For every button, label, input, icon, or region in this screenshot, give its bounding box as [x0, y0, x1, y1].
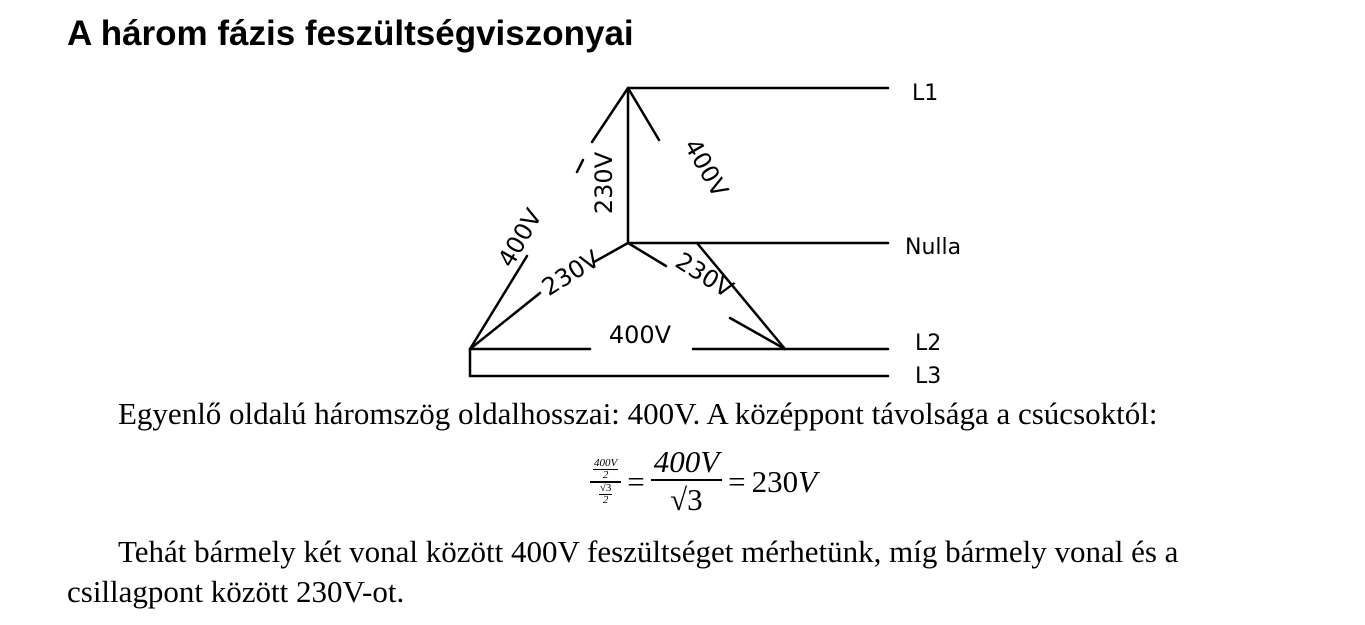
triangle-right-b	[697, 243, 785, 349]
voltage-center-left: 230V	[536, 244, 605, 302]
formula-compound-fraction	[590, 458, 621, 507]
voltage-center-top: 230V	[590, 151, 618, 215]
voltage-bottom-side: 400V	[608, 321, 672, 349]
formula-main-fraction: $\frac{400V}{√3}$	[651, 445, 722, 519]
voltage-right-side: 400V	[678, 134, 734, 202]
label-l1: L1	[912, 81, 939, 106]
formula-equals-1: =	[627, 464, 645, 499]
voltage-center-right: 230V	[670, 246, 739, 304]
paragraph-distance: Egyenlő oldalú háromszög oldalhosszai: 400V. A középpont távolsága a csúcsoktól:	[118, 396, 1158, 431]
triangle-left-c	[470, 256, 527, 349]
formula-equals-2: =	[728, 464, 746, 499]
formula-result: 230V	[751, 464, 818, 499]
voltage-left-side: 400V	[492, 204, 548, 272]
star-leg-left-a	[594, 243, 628, 262]
triangle-left-b	[577, 160, 583, 172]
label-l3: L3	[915, 364, 942, 389]
triangle-left-a	[592, 88, 628, 142]
voltage-formula	[590, 442, 817, 522]
paragraph-conclusion-line1: Tehát bármely két vonal között 400V feszültséget mérhetünk, míg bármely vonal és a	[118, 534, 1179, 569]
triangle-right-a	[628, 88, 659, 140]
star-leg-left-b	[470, 293, 540, 349]
formula-inner-denominator: $\frac{√3}{2}$	[599, 481, 612, 507]
star-leg-right-a	[628, 243, 666, 266]
formula-inner-numerator: $\frac{400V}{2}$	[594, 456, 618, 482]
star-leg-right-b	[730, 318, 785, 349]
label-l2: L2	[915, 331, 942, 356]
page-title: A három fázis feszültségviszonyai	[67, 14, 634, 53]
paragraph-conclusion-line2: csillagpont között 230V-ot.	[67, 574, 405, 609]
label-nulla: Nulla	[905, 235, 962, 260]
